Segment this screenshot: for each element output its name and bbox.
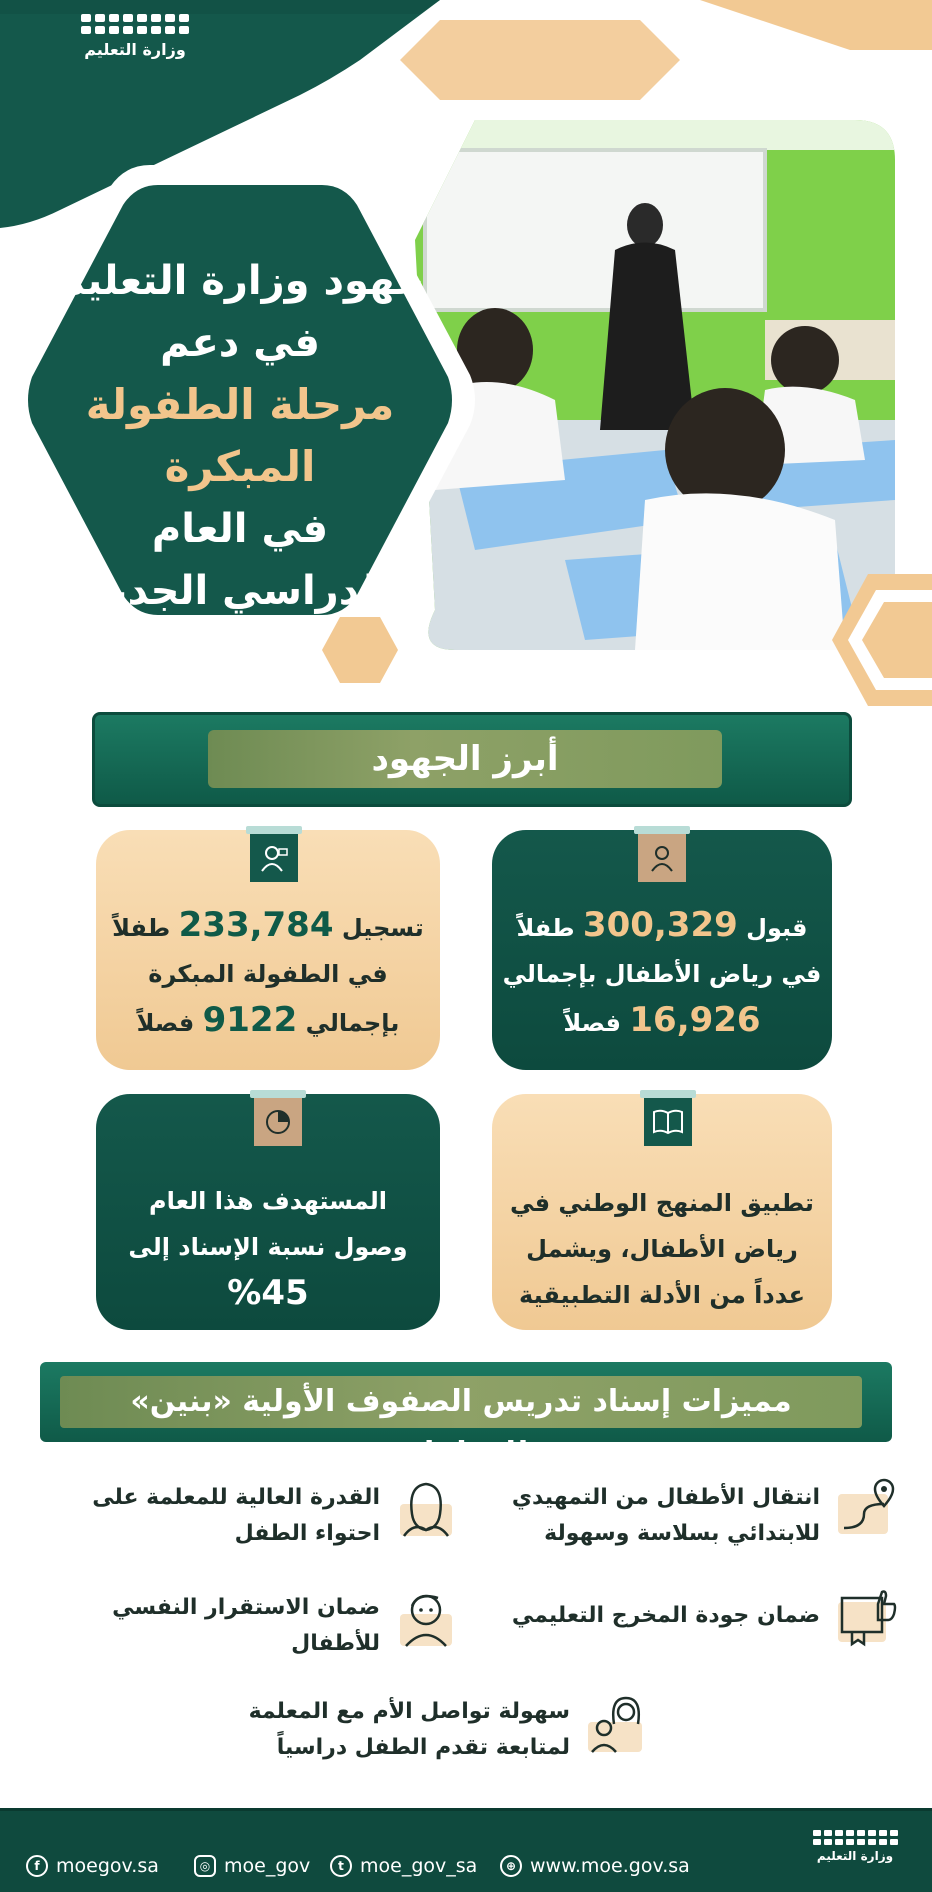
footer-instagram-link[interactable] — [194, 1852, 310, 1880]
feature-item-2 — [60, 1480, 380, 1552]
mother-child-icon — [584, 1690, 648, 1754]
target-line-1: المستهدف هذا العام — [149, 1187, 387, 1215]
registration-icon-tab — [246, 826, 302, 888]
registration-pre: تسجيل — [341, 914, 424, 942]
feature-item-3 — [480, 1598, 820, 1634]
feature-4-line-1: ضمان الاستقرار النفسي — [112, 1595, 380, 1620]
feature-2-line-2: احتواء الطفل — [234, 1521, 380, 1546]
feature-5-line-1: سهولة تواصل الأم مع المعلمة — [248, 1699, 570, 1724]
title-line-3: مرحلة الطفولة المبكرة — [85, 380, 395, 491]
feature-item-5 — [230, 1694, 570, 1766]
logo-name: وزارة التعليم — [84, 40, 186, 59]
title-line-4: في العام — [151, 506, 329, 552]
book-icon — [644, 1098, 692, 1146]
feature-3-line-1: ضمان جودة المخرج التعليمي — [511, 1603, 820, 1628]
admission-post: طفلاً — [516, 914, 575, 942]
teacher-icon — [250, 834, 298, 882]
admission-line-3 — [502, 997, 822, 1046]
ministry-logo-bottom — [800, 1830, 910, 1884]
features-heading: مميزات إسناد تدريس الصفوف الأولية «بنين» للمعلمات — [130, 1384, 792, 1471]
female-teacher-icon — [394, 1474, 458, 1538]
route-icon — [834, 1474, 898, 1538]
instagram-handle: moe_gov — [224, 1855, 311, 1877]
twitter-handle: moe_gov_sa — [360, 1855, 478, 1877]
classroom-photo — [415, 120, 895, 650]
highlights-heading: أبرز الجهود — [371, 739, 559, 779]
curriculum-line-2: رياض الأطفال، ويشمل — [526, 1235, 798, 1263]
target-icon-tab — [250, 1090, 306, 1152]
target-line-3: %45 — [227, 1273, 309, 1313]
feature-item-4 — [60, 1590, 380, 1662]
footer-twitter-link[interactable] — [330, 1852, 477, 1880]
instagram-icon: ◎ — [194, 1855, 216, 1877]
title-line-2: في دعم — [160, 320, 320, 366]
curriculum-icon-tab — [640, 1090, 696, 1152]
feature-item-1 — [480, 1480, 820, 1552]
page-title — [20, 250, 460, 622]
registration-pre-3: بإجمالي — [305, 1009, 400, 1037]
registration-number-3: 9122 — [202, 1000, 298, 1040]
feature-5-line-2: لمتابعة تقدم الطفل دراسياً — [276, 1735, 570, 1760]
registration-number: 233,784 — [178, 905, 334, 945]
footer-facebook-link[interactable] — [26, 1852, 159, 1880]
logo-dots-icon-bottom — [800, 1830, 910, 1845]
registration-line-2: في الطفولة المبكرة — [148, 960, 388, 988]
logo-name-bottom: وزارة التعليم — [816, 1849, 894, 1863]
logo-dots-icon — [40, 14, 230, 34]
curriculum-line-1: تطبيق المنهج الوطني في — [510, 1189, 814, 1217]
side-hexagon-decoration — [828, 570, 932, 710]
facebook-icon: f — [26, 1855, 48, 1877]
feature-1-line-1: انتقال الأطفال من التمهيدي — [511, 1485, 820, 1510]
twitter-icon: t — [330, 1855, 352, 1877]
top-tan-shapes — [380, 0, 932, 120]
footer-website-link[interactable] — [500, 1852, 690, 1880]
globe-icon: ⊕ — [500, 1855, 522, 1877]
ministry-logo-top — [40, 14, 230, 84]
admission-number-2: 16,926 — [629, 1000, 761, 1040]
title-line-5: الدراسي الجديد — [89, 568, 391, 614]
registration-post: طفلاً — [112, 914, 171, 942]
curriculum-line-3: عدداً من الأدلة التطبيقية — [519, 1281, 805, 1309]
admission-line-2: في رياض الأطفال بإجمالي — [502, 960, 822, 988]
facebook-handle: moegov.sa — [56, 1855, 159, 1877]
registration-unit-3: فصلاً — [136, 1009, 195, 1037]
admission-line-1 — [502, 902, 822, 951]
website-url: www.moe.gov.sa — [530, 1855, 690, 1877]
admission-pre: قبول — [746, 914, 808, 942]
pie-chart-icon — [254, 1098, 302, 1146]
small-hexagon-decoration — [320, 615, 400, 685]
feature-4-line-2: للأطفال — [291, 1631, 380, 1656]
feature-2-line-1: القدرة العالية للمعلمة على — [92, 1485, 380, 1510]
certificate-icon — [834, 1584, 898, 1648]
title-line-1: جهود وزارة التعليم — [55, 258, 425, 304]
registration-line-1 — [106, 902, 430, 951]
admission-icon-tab — [634, 826, 690, 888]
child-face-icon — [394, 1584, 458, 1648]
registration-line-3 — [106, 997, 430, 1046]
admission-number: 300,329 — [582, 905, 738, 945]
target-line-2: وصول نسبة الإسناد إلى — [128, 1233, 408, 1261]
feature-1-line-2: للابتدائي بسلاسة وسهولة — [544, 1521, 820, 1546]
admission-unit-2: فصلاً — [563, 1009, 622, 1037]
child-icon — [638, 834, 686, 882]
footer-top-line — [0, 1808, 932, 1811]
